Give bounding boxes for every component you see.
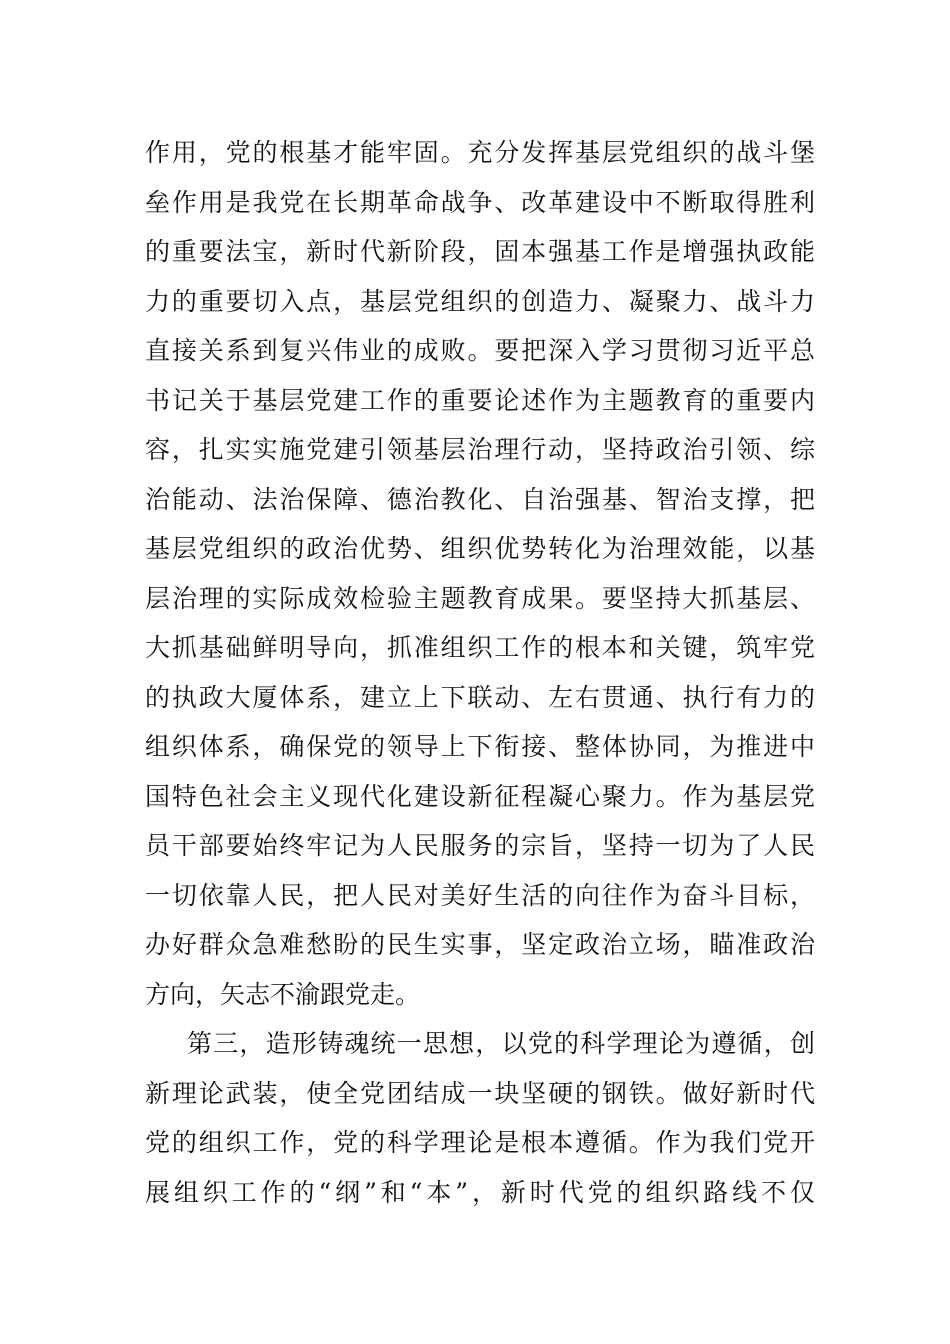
- text-line-20: 新理论武装，使全党团结成一块坚硬的钢铁。做好新时代: [145, 1078, 815, 1108]
- text-line-18: 方向，矢志不渝跟党走。: [145, 979, 421, 1009]
- text-line-17: 办好群众急难愁盼的民生实事，坚定政治立场，瞄准政治: [145, 930, 815, 959]
- text-line-11: 大抓基础鲜明导向，抓准组织工作的根本和关键，筑牢党: [145, 633, 815, 662]
- text-line-13: 组织体系，确保党的领导上下衔接、整体协同，为推进中: [145, 732, 815, 761]
- text-line-6: 书记关于基层党建工作的重要论述作为主题教育的重要内: [145, 385, 815, 415]
- text-line-21: 党的组织工作，党的科学理论是根本遵循。作为我们党开: [145, 1128, 815, 1157]
- text-line-4: 力的重要切入点，基层党组织的创造力、凝聚力、战斗力: [145, 286, 815, 316]
- text-line-8: 治能动、法治保障、德治教化、自治强基、智治支撑，把: [145, 484, 815, 514]
- text-line-1: 作用，党的根基才能牢固。充分发挥基层党组织的战斗堡: [145, 138, 815, 167]
- text-line-5: 直接关系到复兴伟业的成败。要把深入学习贯彻习近平总: [145, 336, 815, 365]
- text-line-3: 的重要法宝，新时代新阶段，固本强基工作是增强执政能: [145, 237, 815, 266]
- body-text: [145, 128, 815, 1217]
- text-line-14: 国特色社会主义现代化建设新征程凝心聚力。作为基层党: [145, 781, 815, 811]
- text-line-10: 层治理的实际成效检验主题教育成果。要坚持大抓基层、: [145, 583, 815, 613]
- text-line-19: 第三，造形铸魂统一思想，以党的科学理论为遵循，创: [187, 1029, 815, 1058]
- text-line-15: 员干部要始终牢记为人民服务的宗旨，坚持一切为了人民: [145, 831, 815, 860]
- text-line-22: 展组织工作的“纲”和“本”，新时代党的组织路线不仅: [145, 1177, 815, 1207]
- text-line-2: 垒作用是我党在长期革命战争、改革建设中不断取得胜利: [145, 187, 815, 217]
- text-line-12: 的执政大厦体系，建立上下联动、左右贯通、执行有力的: [145, 682, 815, 712]
- text-line-9: 基层党组织的政治优势、组织优势转化为治理效能，以基: [145, 534, 815, 563]
- text-line-16: 一切依靠人民，把人民对美好生活的向往作为奋斗目标，: [145, 880, 815, 910]
- text-line-7: 容，扎实实施党建引领基层治理行动，坚持政治引领、综: [145, 435, 815, 464]
